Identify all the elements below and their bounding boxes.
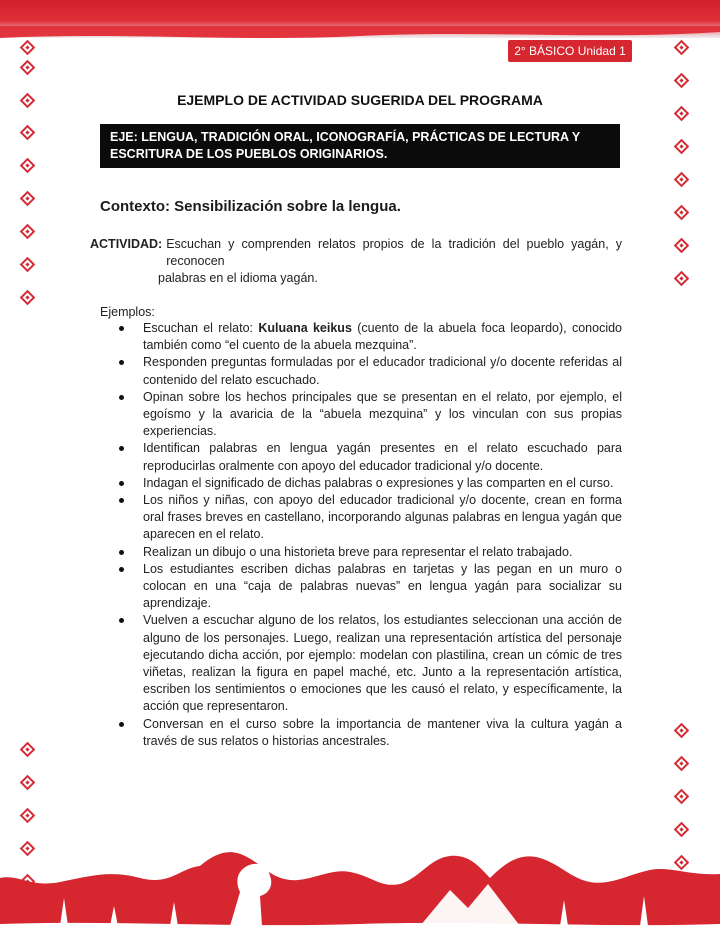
activity-text-line2: palabras en el idioma yagán.	[158, 271, 318, 285]
diamond-icon	[20, 775, 36, 791]
list-item: Opinan sobre los hechos principales que se presentan en el relato, por ejemplo, el egoísmo y la avaricia de la “abuela mezquina” y los vinculan con sus propias experiencias.	[110, 389, 622, 441]
left-diamond-border	[22, 0, 46, 932]
examples-label: Ejemplos:	[100, 305, 155, 319]
activity-text-line1: Escuchan y comprenden relatos propios de la tradición del pueblo yagán, y reconocen	[166, 237, 622, 268]
examples-list	[110, 320, 622, 750]
diamond-icon	[20, 742, 36, 758]
list-item: Conversan en el curso sobre la importancia de mantener viva la cultura yagán a través de sus relatos o historias ancestrales.	[110, 716, 622, 750]
diamond-icon	[20, 40, 36, 56]
diamond-icon	[674, 73, 690, 89]
list-item: Responden preguntas formuladas por el educador tradicional y/o docente referidas al contenido del relato escuchado.	[110, 354, 622, 388]
diamond-icon	[674, 139, 690, 155]
diamond-icon	[20, 125, 36, 141]
diamond-icon	[674, 723, 690, 739]
activity-block	[90, 236, 622, 287]
list-item: Indagan el significado de dichas palabras o expresiones y las comparten en el curso.	[110, 475, 622, 492]
diamond-icon	[674, 789, 690, 805]
diamond-icon	[20, 60, 36, 76]
diamond-icon	[674, 822, 690, 838]
list-item: Escuchan el relato: Kuluana keikus (cuento de la abuela foca leopardo), conocido también como “el cuento de la abuela mezquina”.	[110, 320, 622, 354]
diamond-icon	[20, 224, 36, 240]
list-item: Los estudiantes escriben dichas palabras en tarjetas y las pegan en un muro o colocan en una “caja de palabras nuevas” en lengua yagán para socializar su aprendizaje.	[110, 561, 622, 613]
right-diamond-border	[676, 0, 700, 932]
list-item: Identifican palabras en lengua yagán presentes en el relato escuchado para reproducirlas oralmente con apoyo del educador tradicional y/o docente.	[110, 440, 622, 474]
unit-badge: 2° BÁSICO Unidad 1	[508, 40, 632, 62]
diamond-icon	[20, 808, 36, 824]
bottom-landscape-illustration	[0, 848, 720, 932]
page-title: EJEMPLO DE ACTIVIDAD SUGERIDA DEL PROGRAMA	[177, 92, 543, 108]
list-item: Vuelven a escuchar alguno de los relatos, los estudiantes seleccionan una acción de alguno de los personajes. Luego, realizan una representación artística del personaje ejecutando dicha acción, por ejemplo: modelan con plastilina, crean un cómic de tres viñetas, realizan la figura en papel maché, etc. Junto a la representación artística, escriben los sentimientos o emociones que les causó el relato, y específicamente, la acción que representaron.	[110, 612, 622, 715]
list-item: Realizan un dibujo o una historieta breve para representar el relato trabajado.	[110, 544, 622, 561]
diamond-icon	[674, 756, 690, 772]
diamond-icon	[20, 158, 36, 174]
diamond-icon	[674, 172, 690, 188]
diamond-icon	[674, 238, 690, 254]
diamond-icon	[20, 257, 36, 273]
diamond-icon	[674, 106, 690, 122]
story-title: Kuluana keikus	[258, 321, 352, 335]
diamond-icon	[20, 191, 36, 207]
eje-box: EJE: LENGUA, TRADICIÓN ORAL, ICONOGRAFÍA, PRÁCTICAS DE LECTURA Y ESCRITURA DE LOS PUEBLOS ORIGINARIOS.	[100, 124, 620, 168]
diamond-icon	[674, 40, 690, 56]
diamond-icon	[20, 290, 36, 306]
list-item: Los niños y niñas, con apoyo del educador tradicional y/o docente, crean en forma oral frases breves en castellano, incorporando algunas palabras en lengua yagán que aparecen en el relato.	[110, 492, 622, 544]
activity-label: ACTIVIDAD:	[90, 237, 163, 251]
diamond-icon	[674, 205, 690, 221]
context-heading: Contexto: Sensibilización sobre la lengua.	[100, 198, 401, 215]
diamond-icon	[674, 271, 690, 287]
